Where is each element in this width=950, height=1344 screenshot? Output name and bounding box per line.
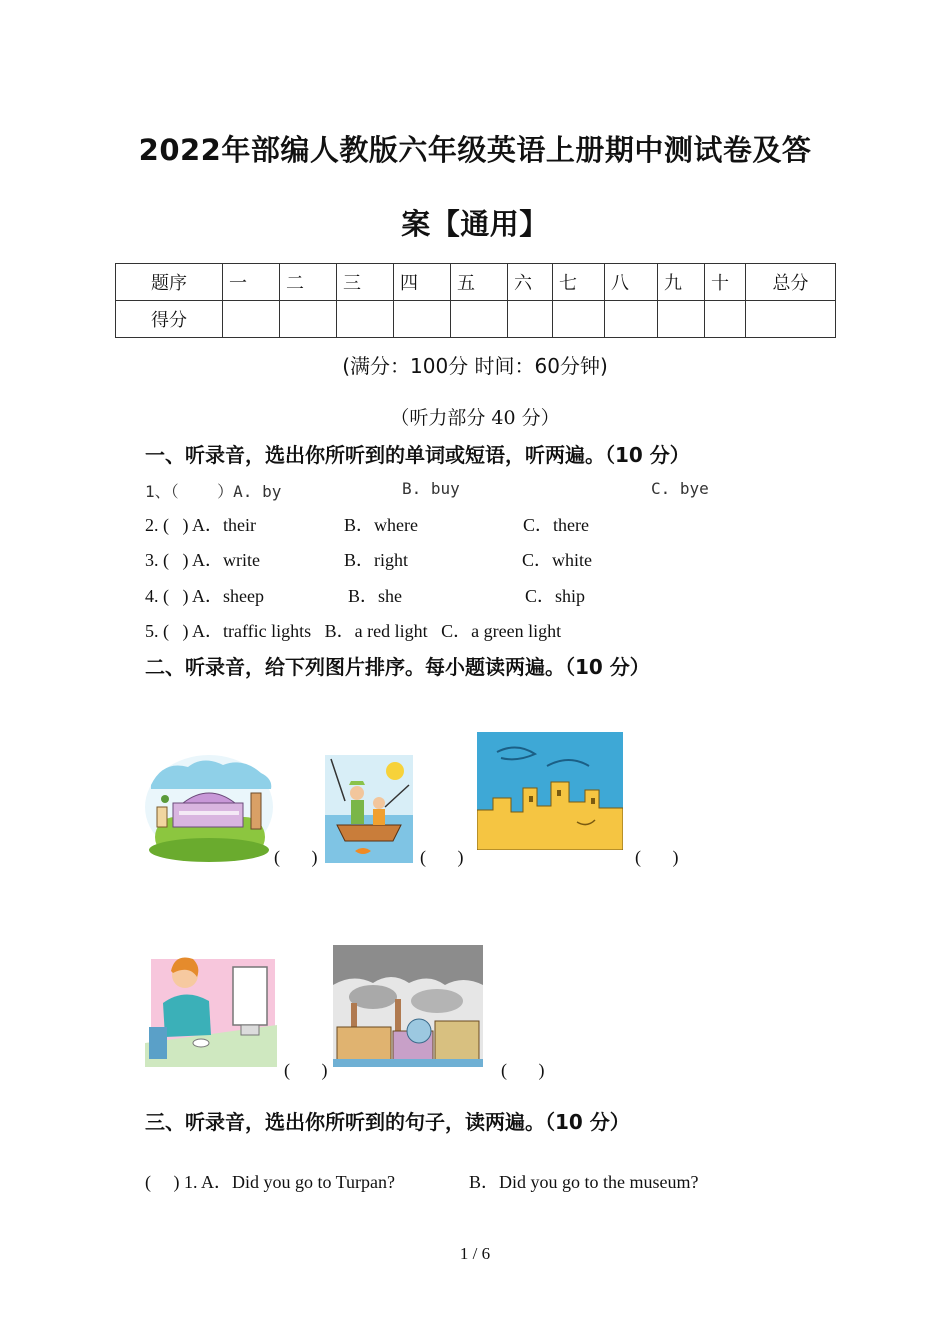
question-2-stem: 2. ( ) A．their — [145, 515, 256, 535]
factory-pollution-picture — [333, 945, 483, 1067]
question-1-option-c: C. bye — [651, 479, 709, 498]
question-3-option-b: B．right — [344, 550, 409, 570]
score-table-header-row — [116, 264, 836, 301]
section2-heading: 二、听录音，给下列图片排序。每小题读两遍。（10 分） — [145, 655, 650, 679]
score-header-cell: 五 — [451, 264, 508, 301]
score-header-cell: 八 — [605, 264, 658, 301]
score-cell[interactable] — [451, 301, 508, 338]
section3-heading: 三、听录音，选出你所听到的句子，读两遍。（10 分） — [145, 1110, 630, 1134]
score-header-cell: 四 — [394, 264, 451, 301]
question-3-stem: 3. ( ) A．write — [145, 550, 260, 570]
score-cell[interactable] — [746, 301, 836, 338]
question-3-option-c: C．white — [522, 550, 592, 570]
question-4-option-c: C．ship — [525, 586, 586, 606]
question-4-option-b: B．she — [348, 586, 402, 606]
score-header-cell: 六 — [508, 264, 553, 301]
score-table-score-row — [116, 301, 836, 338]
section3-question-1-option-a: ( ) 1. A．Did you go to Turpan? — [145, 1172, 396, 1192]
picture-3-answer-blank[interactable]: ( ) — [635, 847, 679, 867]
question-2-option-c: C．there — [523, 515, 589, 535]
score-cell[interactable] — [508, 301, 553, 338]
score-row-label: 得分 — [116, 301, 223, 338]
section1-heading: 一、听录音，选出你所听到的单词或短语，听两遍。（10 分） — [145, 443, 690, 467]
museum-building-picture — [143, 755, 275, 863]
score-cell[interactable] — [658, 301, 705, 338]
fishing-picture — [325, 755, 413, 863]
score-table — [115, 263, 836, 338]
page-number: 1 / 6 — [459, 1244, 491, 1263]
listening-part-label: （听力部分 40 分） — [390, 407, 560, 429]
score-header-cell: 三 — [337, 264, 394, 301]
score-header-cell: 总分 — [746, 264, 836, 301]
score-cell[interactable] — [705, 301, 746, 338]
picture-1-answer-blank[interactable]: ( ) — [274, 847, 318, 867]
score-cell[interactable] — [553, 301, 605, 338]
score-header-cell: 题序 — [116, 264, 223, 301]
question-4-stem: 4. ( ) A．sheep — [145, 586, 264, 606]
score-header-cell: 一 — [223, 264, 280, 301]
score-cell[interactable] — [337, 301, 394, 338]
question-1-stem: 1、（ ）A. by — [145, 482, 282, 501]
picture-5-answer-blank[interactable]: ( ) — [501, 1060, 545, 1080]
score-cell[interactable] — [280, 301, 337, 338]
picture-2-answer-blank[interactable]: ( ) — [420, 847, 464, 867]
score-header-cell: 十 — [705, 264, 746, 301]
question-5: 5. ( ) A．traffic lights B．a red light C．a green light — [145, 621, 562, 641]
score-cell[interactable] — [223, 301, 280, 338]
windy-city-picture — [477, 732, 623, 850]
document-title-line2: 案【通用】 — [401, 207, 549, 241]
girl-using-computer-picture — [145, 947, 277, 1067]
section3-question-1-option-b: B．Did you go to the museum? — [469, 1172, 699, 1192]
score-header-cell: 二 — [280, 264, 337, 301]
picture-4-answer-blank[interactable]: ( ) — [284, 1060, 328, 1080]
question-1-option-b: B. buy — [402, 479, 460, 498]
full-score-note: (满分：100分 时间：60分钟) — [342, 354, 608, 378]
score-header-cell: 九 — [658, 264, 705, 301]
question-2-option-b: B．where — [344, 515, 418, 535]
score-cell[interactable] — [394, 301, 451, 338]
score-header-cell: 七 — [553, 264, 605, 301]
score-cell[interactable] — [605, 301, 658, 338]
document-title-line1: 2022年部编人教版六年级英语上册期中测试卷及答 — [138, 133, 812, 167]
